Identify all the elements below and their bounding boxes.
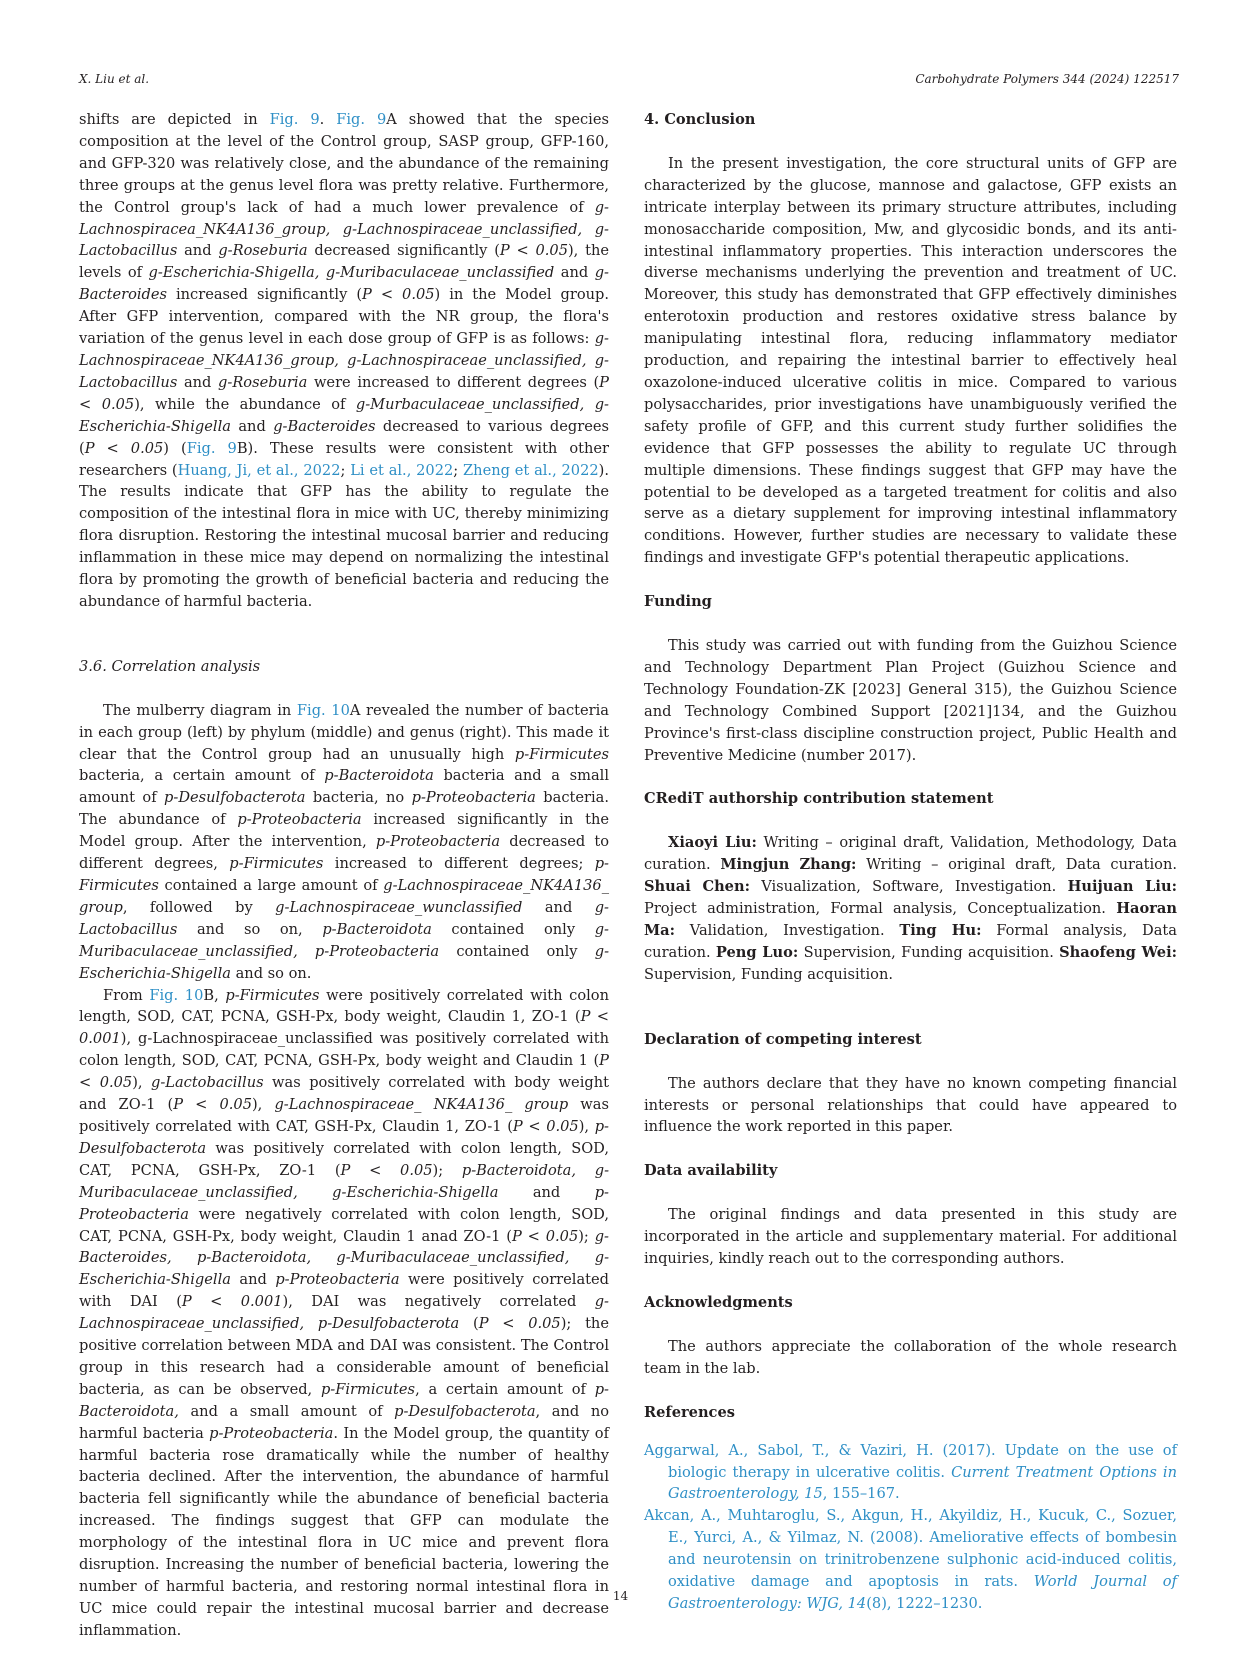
section-heading-credit: CRediT authorship contribution statement: [644, 790, 994, 808]
section-heading-conclusion: 4. Conclusion: [644, 111, 756, 128]
left-column: [79, 109, 609, 1642]
reference-item[interactable]: Aggarwal, A., Sabol, T., & Vaziri, H. (2017). Update on the use of biologic therapy in ulcerative colitis. Current Treatment Options in Gastroenterology, 15, 155–167.: [644, 1441, 1177, 1503]
section-heading-references: References: [644, 1403, 735, 1421]
citation-link[interactable]: Zheng et al., 2022: [463, 461, 599, 479]
page-number: 14: [612, 1589, 629, 1603]
figure-link[interactable]: Fig. 9: [336, 111, 387, 128]
results-paragraph-correlation: From Fig. 10B, p-Firmicutes were positively correlated with colon length, SOD, CAT, PCNA, GSH-Px, body weight, Claudin 1, ZO-1 (P < 0.001), g-Lachnospiraceae_unclassified was positively correlated with colon length, SOD, CAT, PCNA, GSH-Px, body weight and Claudin 1 (P < 0.05), g-Lactobacillus was positively correlated with body weight and ZO-1 (P < 0.05), g-Lachnospiraceae_ NK4A136_ group was positively correlated with CAT, GSH-Px, Claudin 1, ZO-1 (P < 0.05), p-Desulfobacterota was positively correlated with colon length, SOD, CAT, PCNA, GSH-Px, ZO-1 (P < 0.05); p-Bacteroidota, g-Muribaculaceae_unclassified, g-Escherichia-Shigella and p-Proteobacteria were negatively correlated with colon length, SOD, CAT, PCNA, GSH-Px, body weight, Claudin 1 anad ZO-1 (P < 0.05); g-Bacteroides, p-Bacteroidota, g-Muribaculaceae_unclassified, g-Escherichia-Shigella and p-Proteobacteria were positively correlated with DAI (P < 0.001), DAI was negatively correlated g-Lachnospiraceae_unclassified, p-Desulfobacterota (P < 0.05); the positive correlation between MDA and DAI was consistent. The Control group in this research had a considerable amount of beneficial bacteria, as can be observed, p-Firmicutes, a certain amount of p-Bacteroidota, and a small amount of p-Desulfobacterota, and no harmful bacteria p-Proteobacteria. In the Model group, the quantity of harmful bacteria rose dramatically while the number of healthy bacteria declined. After the intervention, the abundance of harmful bacteria fell significantly while the abundance of beneficial bacteria increased. The findings suggest that GFP can modulate the morphology of the intestinal flora in UC mice and prevent flora disruption. Increasing the number of beneficial bacteria, lowering the number of harmful bacteria, and restoring normal intestinal flora in UC mice could repair the intestinal mucosal barrier and decrease inflammation.: [79, 986, 610, 1639]
section-heading-competing: Declaration of competing interest: [644, 1030, 922, 1048]
section-heading-acknowledgments: Acknowledgments: [644, 1293, 793, 1311]
funding-paragraph: This study was carried out with funding from the Guizhou Science and Technology Department Plan Project (Guizhou Science and Technology Foundation-ZK [2023] General 315), the Guizhou Science and Technology Combined Support [2021]134, and the Guizhou Province's first-class discipline construction project, Public Health and Preventive Medicine (number 2017).: [644, 637, 1177, 764]
results-paragraph-genus: shifts are depicted in Fig. 9. Fig. 9A showed that the species composition at the level of the Control group, SASP group, GFP-160, and GFP-320 was relatively close, and the abundance of the remaining three groups at the genus level flora was pretty relative. Furthermore, the Control group's lack of had a much lower prevalence of g-Lachnospiracea_NK4A136_group, g-Lachnospiraceae_unclassified, g-Lactobacillus and g-Roseburia decreased significantly (P < 0.05), the levels of g-Escherichia-Shigella, g-Muribaculaceae_unclassified and g-Bacteroides increased significantly (P < 0.05) in the Model group. After GFP intervention, compared with the NR group, the flora's variation of the genus level in each dose group of GFP is as follows: g-Lachnospiraceae_NK4A136_group, g-Lachnospiraceae_unclassified, g-Lactobacillus and g-Roseburia were increased to different degrees (P < 0.05), while the abundance of g-Murbaculaceae_unclassified, g-Escherichia-Shigella and g-Bacteroides decreased to various degrees (P < 0.05) (Fig. 9B). These results were consistent with other researchers (Huang, Ji, et al., 2022; Li et al., 2022; Zheng et al., 2022). The results indicate that GFP has the ability to regulate the composition of the intestinal flora in mice with UC, thereby minimizing flora disruption. Restoring the intestinal mucosal barrier and reducing inflammation in these mice may depend on normalizing the intestinal flora by promoting the growth of beneficial bacteria and reducing the abundance of harmful bacteria.: [79, 111, 610, 610]
results-paragraph-mulberry: The mulberry diagram in Fig. 10A revealed the number of bacteria in each group (left) by phylum (middle) and genus (right). This made it clear that the Control group had an unusually high p-Firmicutes bacteria, a certain amount of p-Bacteroidota bacteria and a small amount of p-Desulfobacterota bacteria, no p-Proteobacteria bacteria. The abundance of p-Proteobacteria increased significantly in the Model group. After the intervention, p-Proteobacteria decreased to different degrees, p-Firmicutes increased to different degrees; p-Firmicutes contained a large amount of g-Lachnospiraceae_NK4A136_ group, followed by g-Lachnospiraceae_wunclassified and g-Lactobacillus and so on, p-Bacteroidota contained only g-Muribaculaceae_unclassified, p-Proteobacteria contained only g-Escherichia-Shigella and so on.: [79, 701, 610, 982]
running-header-authors: X. Liu et al.: [79, 72, 150, 86]
data-paragraph: The original findings and data presented in this study are incorporated in the article and supplementary material. For additional inquiries, kindly reach out to the corresponding authors.: [644, 1206, 1177, 1268]
citation-link[interactable]: Huang, Ji, et al., 2022: [177, 461, 341, 479]
conclusion-paragraph: In the present investigation, the core structural units of GFP are characterized by the glucose, mannose and galactose, GFP exists an intricate interplay between its primary structure attributes, including monosaccharide composition, Mw, and glycosidic bonds, and its anti-intestinal inflammatory properties. This interaction underscores the diverse mechanisms underlying the prevention and treatment of UC. Moreover, this study has demonstrated that GFP effectively diminishes enterotoxin production and restores oxidative stress balance by manipulating intestinal flora, reducing inflammatory mediator production, and repairing the intestinal barrier to effectively heal oxazolone-induced ulcerative colitis in mice. Compared to various polysaccharides, prior investigations have unambiguously verified the safety profile of GFP, and this current study further solidifies the evidence that GFP possesses the ability to regulate UC through multiple dimensions. These findings suggest that GFP may have the potential to be developed as a targeted treatment for colitis and also serve as a dietary supplement for improving intestinal inflammatory conditions. However, further studies are necessary to validate these findings and investigate GFP's potential therapeutic applications.: [644, 154, 1177, 567]
reference-item[interactable]: Akcan, A., Muhtaroglu, S., Akgun, H., Akyildiz, H., Kucuk, C., Sozuer, E., Yurci, A., & Yilmaz, N. (2008). Ameliorative effects of bombesin and neurotensin on trinitrobenzene sulphonic acid-induced colitis, oxidative damage and apoptosis in rats. World Journal of Gastroenterology: WJG, 14(8), 1222–1230.: [644, 1507, 1177, 1612]
running-header-journal: Carbohydrate Polymers 344 (2024) 122517: [915, 72, 1179, 86]
figure-link[interactable]: Fig. 9: [269, 111, 320, 128]
competing-paragraph: The authors declare that they have no known competing financial interests or personal relationships that could have appeared to influence the work reported in this paper.: [644, 1074, 1177, 1136]
right-column: [644, 109, 1177, 1615]
acknowledgments-paragraph: The authors appreciate the collaboration of the whole research team in the lab.: [644, 1337, 1177, 1377]
credit-paragraph: Xiaoyi Liu: Writing – original draft, Validation, Methodology, Data curation. Mingjun Zhang: Writing – original draft, Data curation. Shuai Chen: Visualization, Software, Investigation. Huijuan Liu: Project administration, Formal analysis, Conceptualization. Haoran Ma: Validation, Investigation. Ting Hu: Formal analysis, Data curation. Peng Luo: Supervision, Funding acquisition. Shaofeng Wei: Supervision, Funding acquisition.: [644, 834, 1177, 983]
figure-link[interactable]: Fig. 9: [186, 439, 237, 457]
section-heading-funding: Funding: [644, 593, 712, 611]
figure-link[interactable]: Fig. 10: [149, 986, 204, 1004]
citation-link[interactable]: Li et al., 2022: [350, 461, 454, 479]
figure-link[interactable]: Fig. 10: [296, 701, 350, 719]
section-heading-correlation: 3.6. Correlation analysis: [79, 657, 261, 675]
section-heading-data: Data availability: [644, 1162, 778, 1180]
